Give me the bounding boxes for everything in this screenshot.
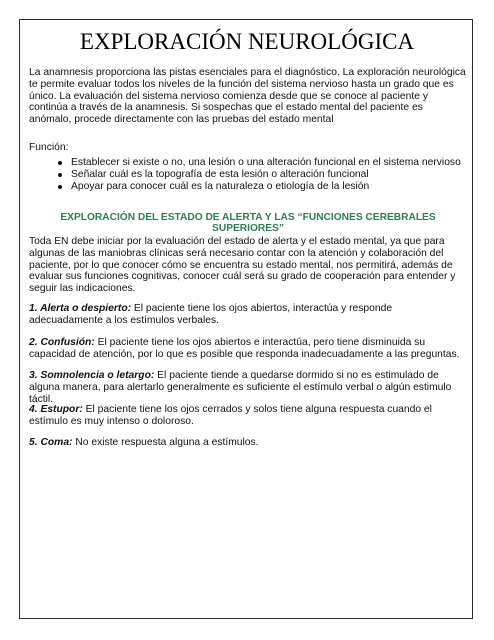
- funcion-label: Función:: [29, 142, 69, 153]
- alert-level-item: [29, 370, 467, 405]
- section-heading: EXPLORACIÓN DEL ESTADO DE ALERTA Y LAS “FUNCIONES CEREBRALES SUPERIORES”: [60, 212, 436, 234]
- list-item: Apoyar para conocer cuál es la naturaleza o etiología de la lesión: [58, 181, 478, 193]
- item-text: El paciente tiende a quedarse dormido si no es estimulado de alguna manera, para alertarlo generalmente es suficiente el estímulo verbal o algún estimulo táctil.: [29, 370, 452, 405]
- item-text: No existe respuesta alguna a estímulos.: [72, 437, 259, 448]
- item-label: 4. Estupor:: [29, 404, 83, 415]
- item-text: El paciente tiene los ojos cerrados y solos tiene alguna respuesta cuando el estímulo es muy intenso o doloroso.: [29, 404, 432, 427]
- funcion-list: [58, 157, 478, 192]
- section-intro-paragraph: Toda EN debe iniciar por la evaluación del estado de alerta y el estado mental, ya que para algunas de las maniobras clínicas será necesario contar con la atención y colaboración del paciente, por lo que conocer cómo se encuentra su estado mental, nos permitirá, además de evaluar sus funciones cognitivas, conocer cuál será su grado de cooperación para entender y seguir las indicaciones.: [29, 236, 456, 295]
- item-label: 5. Coma:: [29, 437, 73, 448]
- item-label: 2. Confusión:: [29, 337, 95, 348]
- alert-level-item: [29, 303, 467, 327]
- item-label: 1. Alerta o despierto:: [29, 303, 132, 314]
- item-text: El paciente tiene los ojos abiertos, interactúa y responde adecuadamente a los estímulos verbales.: [29, 303, 393, 326]
- alert-level-item: [29, 337, 467, 361]
- item-label: 3. Somnolencia o letargo:: [29, 370, 155, 381]
- list-item: Establecer si existe o no, una lesión o una alteración funcional en el sistema nervioso: [58, 157, 478, 169]
- item-text: El paciente tiene los ojos abiertos e interactúa, pero tiene disminuida su capacidad de atención, por lo que es posible que responda inadecuadamente a las preguntas.: [29, 337, 460, 360]
- document-title: EXPLORACIÓN NEUROLÓGICA: [79, 29, 415, 54]
- intro-paragraph: La anamnesis proporciona las pistas esenciales para el diagnóstico. La exploración neurológica te permite evaluar todos los niveles de la función del sistema nervioso hasta un grado que es único. La evaluación del sistema nervioso comienza desde que se conoce al paciente y continúa a través de la anamnesis. Si sospechas que el estado mental del paciente es anómalo, procede directamente con las pruebas del estado mental: [29, 67, 466, 126]
- list-item: Señalar cuál es la topografía de esta lesión o alteración funcional: [58, 169, 478, 181]
- alert-level-item: [29, 404, 467, 428]
- alert-level-item: [29, 437, 467, 449]
